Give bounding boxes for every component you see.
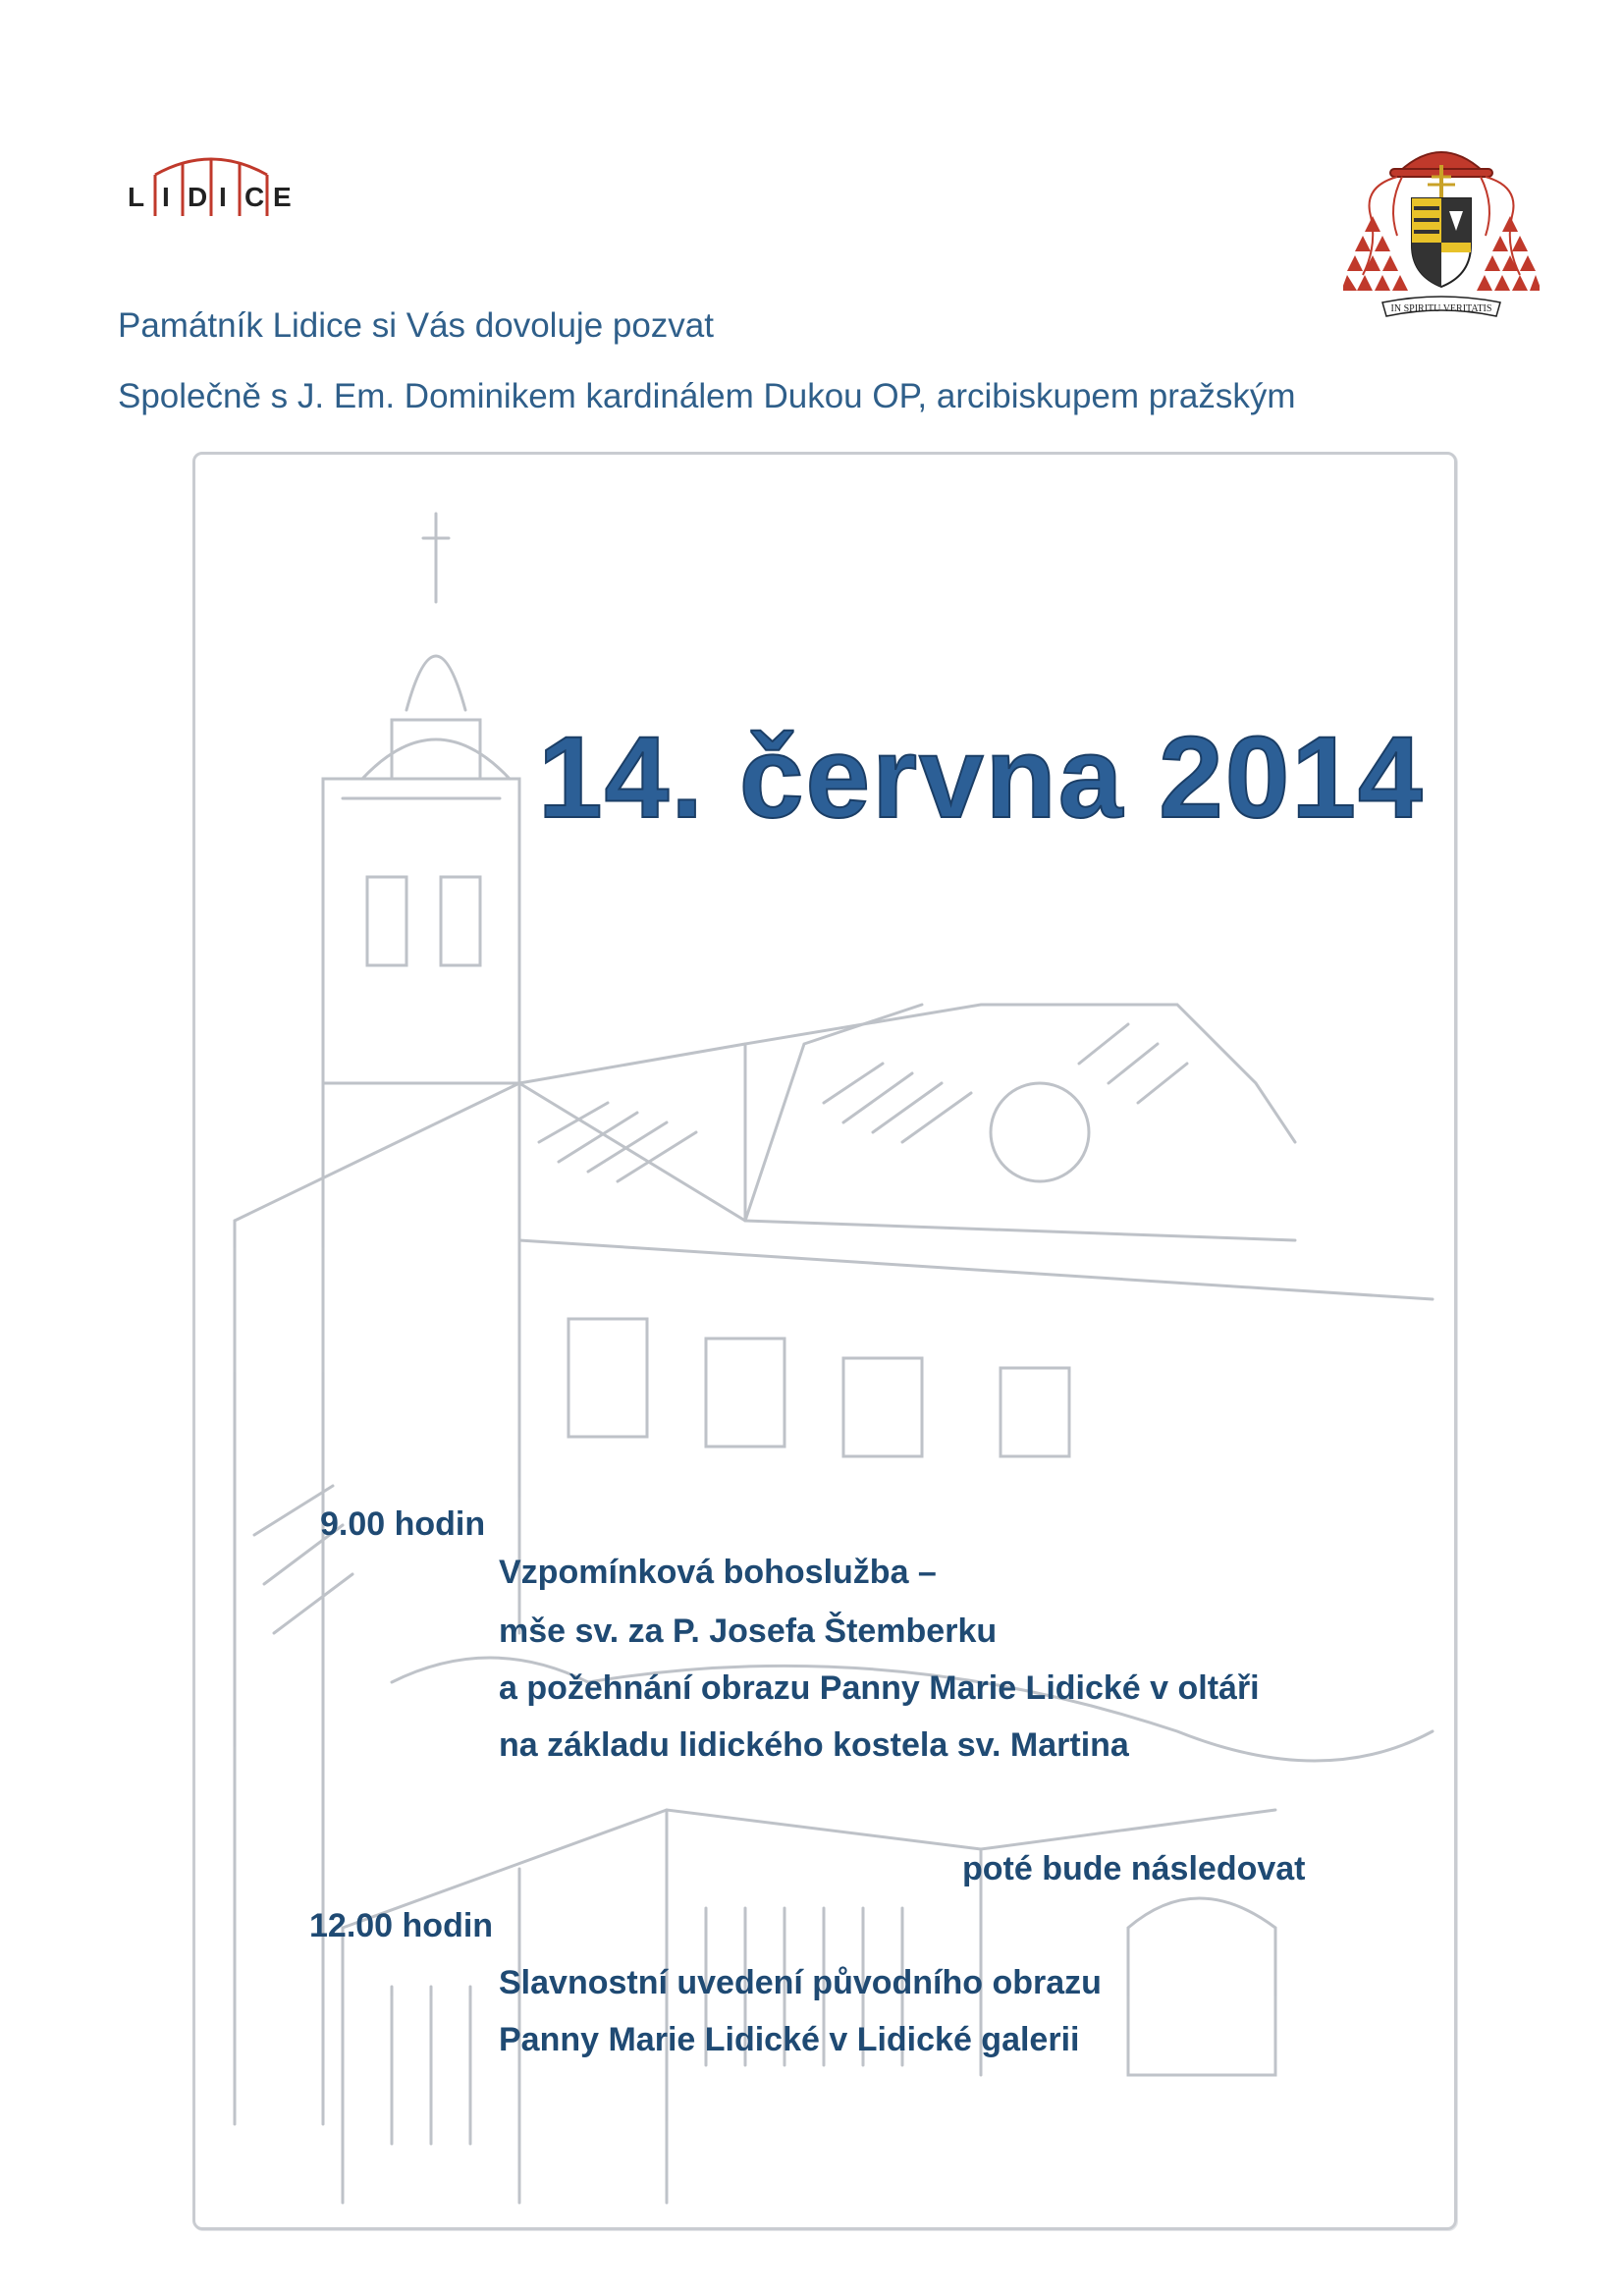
transition-text: poté bude následovat [962,1850,1306,1887]
schedule-line: mše sv. za P. Josefa Štemberku [499,1613,998,1650]
logo-letter: C [244,182,265,212]
logo-letter: I [219,182,227,212]
lidice-logo [118,136,304,224]
schedule-line: Panny Marie Lidické v Lidické galerii [499,2021,1080,2058]
schedule-time-2: 12.00 hodin [309,1907,494,1944]
schedule-line: Vzpomínková bohoslužba – [499,1554,937,1591]
lidice-logo-graphic [118,136,304,224]
schedule-line: Slavnostní uvedení původního obrazu [499,1964,1102,2001]
logo-letter: I [162,182,170,212]
schedule-time-1: 9.00 hodin [320,1505,486,1543]
coat-of-arms [1343,137,1540,324]
schedule-line: a požehnání obrazu Panny Marie Lidické v oltáři [499,1669,1260,1707]
logo-letter: E [273,182,292,212]
schedule-line: na základu lidického kostela sv. Martina [499,1726,1129,1764]
event-date-heading: 14. června 2014 [538,713,1425,843]
logo-letter: D [188,182,208,212]
logo-letter: L [128,182,145,212]
co-host-line: Společně s J. Em. Dominikem kardinálem Dukou OP, arcibiskupem pražským [118,377,1296,415]
coat-of-arms-motto: IN SPIRITU VERITATIS [1390,303,1492,314]
invitation-line: Památník Lidice si Vás dovoluje pozvat [118,306,714,345]
cardinal-coat-of-arms-graphic [1343,137,1540,324]
